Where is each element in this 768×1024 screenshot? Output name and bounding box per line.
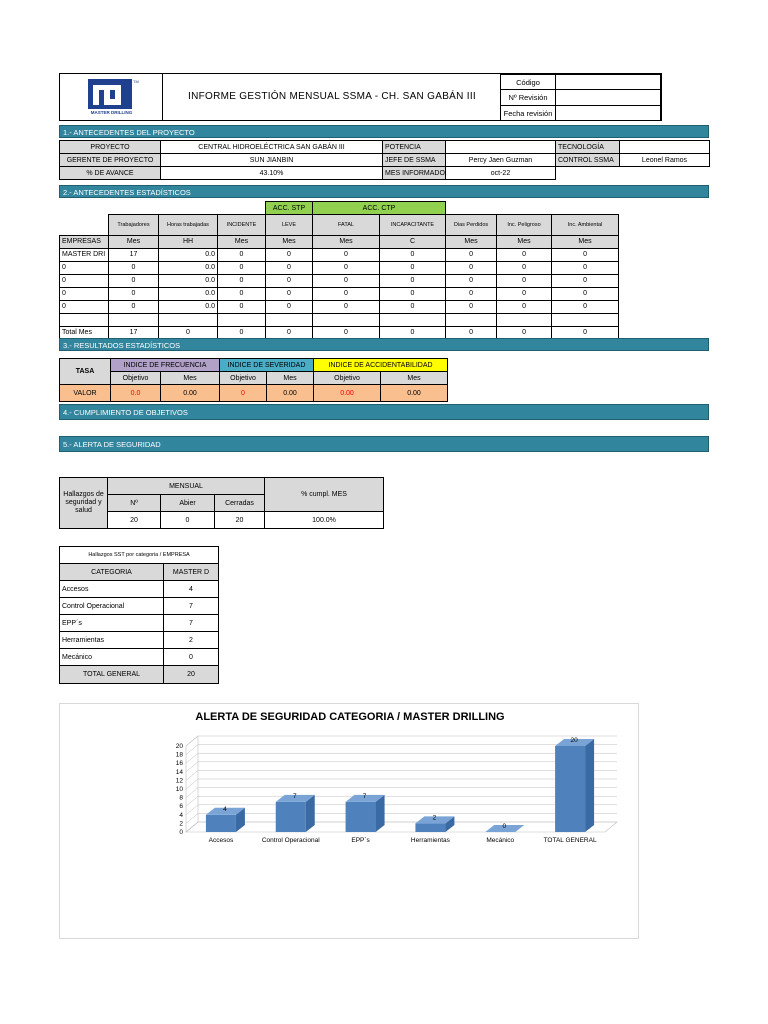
avance-value: 43.10% — [161, 167, 383, 180]
total-general-label: TOTAL GENERAL — [60, 666, 164, 684]
total-cell: 0 — [159, 326, 218, 339]
categoria-row — [60, 615, 219, 632]
chart-title: ALERTA DE SEGURIDAD CATEGORIA / MASTER DRILLING — [195, 711, 505, 723]
stats-cell: 0 — [266, 287, 313, 300]
chart-container — [59, 703, 639, 939]
x-tick-label: Mecánico — [486, 837, 515, 844]
x-tick-label: Accesos — [208, 837, 234, 844]
stats-cell: 0 — [552, 300, 619, 313]
report-header — [59, 73, 662, 121]
valor-cell: 0.00 — [314, 385, 381, 402]
section-5-header: 5.- ALERTA DE SEGURIDAD — [59, 436, 709, 452]
project-table — [59, 140, 710, 180]
total-cell: 0 — [380, 326, 446, 339]
unit-cell: Mes — [266, 235, 313, 248]
section-1-header: 1.- ANTECEDENTES DEL PROYECTO — [59, 125, 709, 138]
y-tick-label: 18 — [175, 751, 183, 759]
potencia-label: POTENCIA — [383, 141, 446, 154]
stats-row — [60, 248, 619, 261]
section-4-header: 4.- CUMPLIMIENTO DE OBJETIVOS — [59, 404, 709, 420]
stats-row — [60, 300, 619, 313]
objetivo-label: Objetivo — [111, 372, 161, 385]
mes-label: Mes — [381, 372, 448, 385]
total-cell: 17 — [109, 326, 159, 339]
bar-front — [415, 823, 445, 832]
y-tick-label: 16 — [175, 760, 183, 768]
categoria-value: 7 — [164, 598, 219, 615]
x-tick-label: EPP´s — [351, 837, 370, 844]
categoria-header: CATEGORIA — [60, 564, 164, 581]
bar-data-label: 7 — [362, 792, 367, 800]
unit-cell: Mes — [313, 235, 380, 248]
gerente-label: GERENTE DE PROYECTO — [60, 154, 161, 167]
bar-data-label: 20 — [570, 737, 578, 744]
stats-cell: 0 — [109, 261, 159, 274]
y-tick-label: 8 — [179, 794, 183, 802]
bar-front — [555, 746, 585, 832]
gridline — [186, 822, 617, 832]
stats-cell: 0 — [446, 248, 497, 261]
logo-text: MASTER DRILLING — [90, 110, 133, 115]
mes-label: Mes — [267, 372, 314, 385]
cerradas-value: 20 — [215, 512, 265, 529]
bar-data-label: 2 — [432, 814, 437, 822]
categorias-table — [59, 546, 219, 684]
stats-header: Horas trabajadas — [159, 215, 218, 236]
unit-cell: C — [380, 235, 446, 248]
stats-cell: 0.0 — [159, 248, 218, 261]
stats-cell: 0 — [218, 274, 266, 287]
stats-cell: 0 — [552, 287, 619, 300]
y-tick-label: 4 — [179, 811, 183, 819]
categorias-title: Hallazgos SST por categoria / EMPRESA — [60, 547, 219, 564]
hallazgos-label: Hallazgos de seguridad y salud — [60, 478, 108, 529]
avance-label: % DE AVANCE — [60, 167, 161, 180]
mes-label: MES INFORMADO — [383, 167, 446, 180]
stats-cell: 0 — [552, 274, 619, 287]
potencia-value — [446, 141, 556, 154]
bar-data-label: 7 — [292, 792, 297, 800]
stats-cell: 0 — [218, 300, 266, 313]
stats-cell: 0 — [218, 287, 266, 300]
categoria-row — [60, 598, 219, 615]
valor-cell: 0.00 — [161, 385, 220, 402]
stats-cell: 0 — [109, 300, 159, 313]
x-tick-label: Herramientas — [410, 837, 450, 844]
abier-value: 0 — [161, 512, 215, 529]
frecuencia-header: INDICE DE FRECUENCIA — [111, 359, 220, 372]
stats-row — [60, 274, 619, 287]
stats-cell: 0 — [218, 248, 266, 261]
stats-cell: 0 — [552, 248, 619, 261]
empresa-name: 0 — [60, 300, 109, 313]
y-tick-label: 14 — [175, 768, 183, 776]
y-tick-label: 2 — [179, 820, 183, 828]
stats-cell: 0 — [380, 300, 446, 313]
stats-cell: 0 — [266, 261, 313, 274]
y-tick-label: 10 — [175, 786, 183, 793]
stats-cell: 0 — [313, 261, 380, 274]
code-label: Código — [501, 75, 556, 90]
acc-ctp-header: ACC. CTP — [313, 202, 446, 215]
stats-header: INCAPACITANTE — [380, 215, 446, 236]
x-tick-label: TOTAL GENERAL — [543, 837, 597, 844]
results-table — [59, 358, 448, 402]
y-tick-label: 12 — [175, 777, 183, 785]
stats-cell: 0 — [380, 261, 446, 274]
unit-cell: Mes — [446, 235, 497, 248]
accidentabilidad-header: INDICE DE ACCIDENTABILIDAD — [314, 359, 448, 372]
empresas-label: EMPRESAS — [60, 235, 109, 248]
stats-cell: 0 — [313, 274, 380, 287]
empresa-name: 0 — [60, 287, 109, 300]
abier-header: Abier — [161, 495, 215, 512]
stats-cell: 0 — [497, 248, 552, 261]
stats-header: Inc. Ambiental — [552, 215, 619, 236]
total-label: Total Mes — [60, 326, 109, 339]
cerradas-header: Cerradas — [215, 495, 265, 512]
stats-cell: 0.0 — [159, 287, 218, 300]
stats-cell: 0 — [313, 287, 380, 300]
stats-cell: 0 — [446, 261, 497, 274]
valor-cell: 0.00 — [381, 385, 448, 402]
stats-cell: 0 — [266, 274, 313, 287]
categoria-row — [60, 581, 219, 598]
x-tick-label: Control Operacional — [261, 837, 320, 844]
total-cell: 0 — [266, 326, 313, 339]
bar-front — [206, 815, 236, 832]
stats-header: Dias Perdidos — [446, 215, 497, 236]
unit-cell: Mes — [497, 235, 552, 248]
stats-header: FATAL — [313, 215, 380, 236]
categoria-name: Accesos — [60, 581, 164, 598]
y-tick-label: 0 — [179, 829, 183, 836]
stats-cell: 0 — [497, 274, 552, 287]
revision-label: Nº Revisión — [501, 90, 556, 106]
objetivo-label: Objetivo — [314, 372, 381, 385]
section-2-header: 2.- ANTECEDENTES ESTADÍSTICOS — [59, 185, 709, 198]
stats-header: Trabajadores — [109, 215, 159, 236]
categoria-name: Mecánico — [60, 649, 164, 666]
bar-data-label: 0 — [502, 823, 507, 830]
valor-label: VALOR — [60, 385, 111, 402]
stats-table — [59, 201, 619, 340]
valor-cell: 0 — [220, 385, 267, 402]
section-3-header: 3.- RESULTADOS ESTADÍSTICOS — [59, 338, 709, 351]
empresa-name: 0 — [60, 274, 109, 287]
total-cell: 0 — [497, 326, 552, 339]
jefe-value: Percy Jaen Guzman — [446, 154, 556, 167]
stats-cell: 0 — [497, 300, 552, 313]
tecnologia-value — [620, 141, 710, 154]
valor-cell: 0.0 — [111, 385, 161, 402]
revision-box — [500, 74, 661, 120]
svg-text:TM: TM — [133, 79, 139, 84]
chart-svg — [60, 704, 640, 940]
gerente-value: SUN JIANBIN — [161, 154, 383, 167]
hallazgos-table — [59, 477, 384, 529]
categoria-row — [60, 632, 219, 649]
total-cell: 0 — [218, 326, 266, 339]
categoria-value: 2 — [164, 632, 219, 649]
tecnologia-label: TECNOLOGÍA — [556, 141, 620, 154]
mes-value: oct-22 — [446, 167, 556, 180]
valor-cell: 0.00 — [267, 385, 314, 402]
total-cell: 0 — [446, 326, 497, 339]
stats-header: INCIDENTE — [218, 215, 266, 236]
cumpl-header: % cumpl. MES — [265, 478, 384, 512]
stats-cell: 0 — [266, 248, 313, 261]
stats-cell: 0 — [109, 287, 159, 300]
categoria-value: 4 — [164, 581, 219, 598]
unit-cell: Mes — [552, 235, 619, 248]
stats-cell: 0 — [446, 274, 497, 287]
code-value — [556, 75, 661, 90]
stats-cell: 0 — [446, 300, 497, 313]
stats-cell: 0 — [497, 287, 552, 300]
chart-floor — [186, 822, 617, 832]
stats-cell: 0 — [313, 248, 380, 261]
severidad-header: INDICE DE SEVERIDAD — [220, 359, 314, 372]
bar-front — [346, 802, 376, 832]
stats-cell: 0 — [552, 261, 619, 274]
stats-cell: 0 — [218, 261, 266, 274]
stats-cell: 0 — [446, 287, 497, 300]
jefe-label: JEFE DE SSMA — [383, 154, 446, 167]
control-label: CONTROL SSMA — [556, 154, 620, 167]
stats-cell: 0.0 — [159, 261, 218, 274]
empresa-name: 0 — [60, 261, 109, 274]
master-header: MASTER D — [164, 564, 219, 581]
stats-cell: 0 — [380, 274, 446, 287]
cumpl-value: 100.0% — [265, 512, 384, 529]
categoria-value: 7 — [164, 615, 219, 632]
objetivo-label: Objetivo — [220, 372, 267, 385]
revision-date-label: Fecha revisión — [501, 106, 556, 121]
mes-label: Mes — [161, 372, 220, 385]
mensual-header: MENSUAL — [108, 478, 265, 495]
n-value: 20 — [108, 512, 161, 529]
bar-side — [585, 739, 594, 832]
logo-box — [60, 74, 163, 120]
stats-row — [60, 261, 619, 274]
stats-header: Inc. Peligroso — [497, 215, 552, 236]
stats-cell: 0 — [380, 248, 446, 261]
stats-row — [60, 287, 619, 300]
report-title: INFORME GESTIÓN MENSUAL SSMA - CH. SAN GABÁN III — [188, 91, 476, 102]
revision-date-value — [556, 106, 661, 121]
y-tick-label: 20 — [175, 743, 183, 750]
categoria-name: Control Operacional — [60, 598, 164, 615]
stats-cell: 0.0 — [159, 300, 218, 313]
stats-cell: 0 — [266, 300, 313, 313]
total-general-value: 20 — [164, 666, 219, 684]
acc-stp-header: ACC. STP — [266, 202, 313, 215]
unit-cell: HH — [159, 235, 218, 248]
stats-cell: 0 — [497, 261, 552, 274]
unit-cell: Mes — [109, 235, 159, 248]
tasa-label: TASA — [60, 359, 111, 385]
categoria-row — [60, 649, 219, 666]
bar-front — [276, 802, 306, 832]
total-cell: 0 — [313, 326, 380, 339]
stats-cell: 0 — [380, 287, 446, 300]
stats-cell: 0 — [109, 274, 159, 287]
total-cell: 0 — [552, 326, 619, 339]
empresa-name: MASTER DRI — [60, 248, 109, 261]
stats-cell: 0.0 — [159, 274, 218, 287]
unit-cell: Mes — [218, 235, 266, 248]
revision-value — [556, 90, 661, 106]
stats-header: LEVE — [266, 215, 313, 236]
stats-cell: 0 — [313, 300, 380, 313]
n-header: Nº — [108, 495, 161, 512]
stats-cell: 17 — [109, 248, 159, 261]
categoria-value: 0 — [164, 649, 219, 666]
bar-data-label: 4 — [223, 805, 227, 813]
proyecto-value: CENTRAL HIDROELÉCTRICA SAN GABÁN III — [161, 141, 383, 154]
categoria-name: Herramientas — [60, 632, 164, 649]
control-value: Leonel Ramos — [620, 154, 710, 167]
categoria-name: EPP´s — [60, 615, 164, 632]
y-tick-label: 6 — [179, 803, 183, 811]
proyecto-label: PROYECTO — [60, 141, 161, 154]
